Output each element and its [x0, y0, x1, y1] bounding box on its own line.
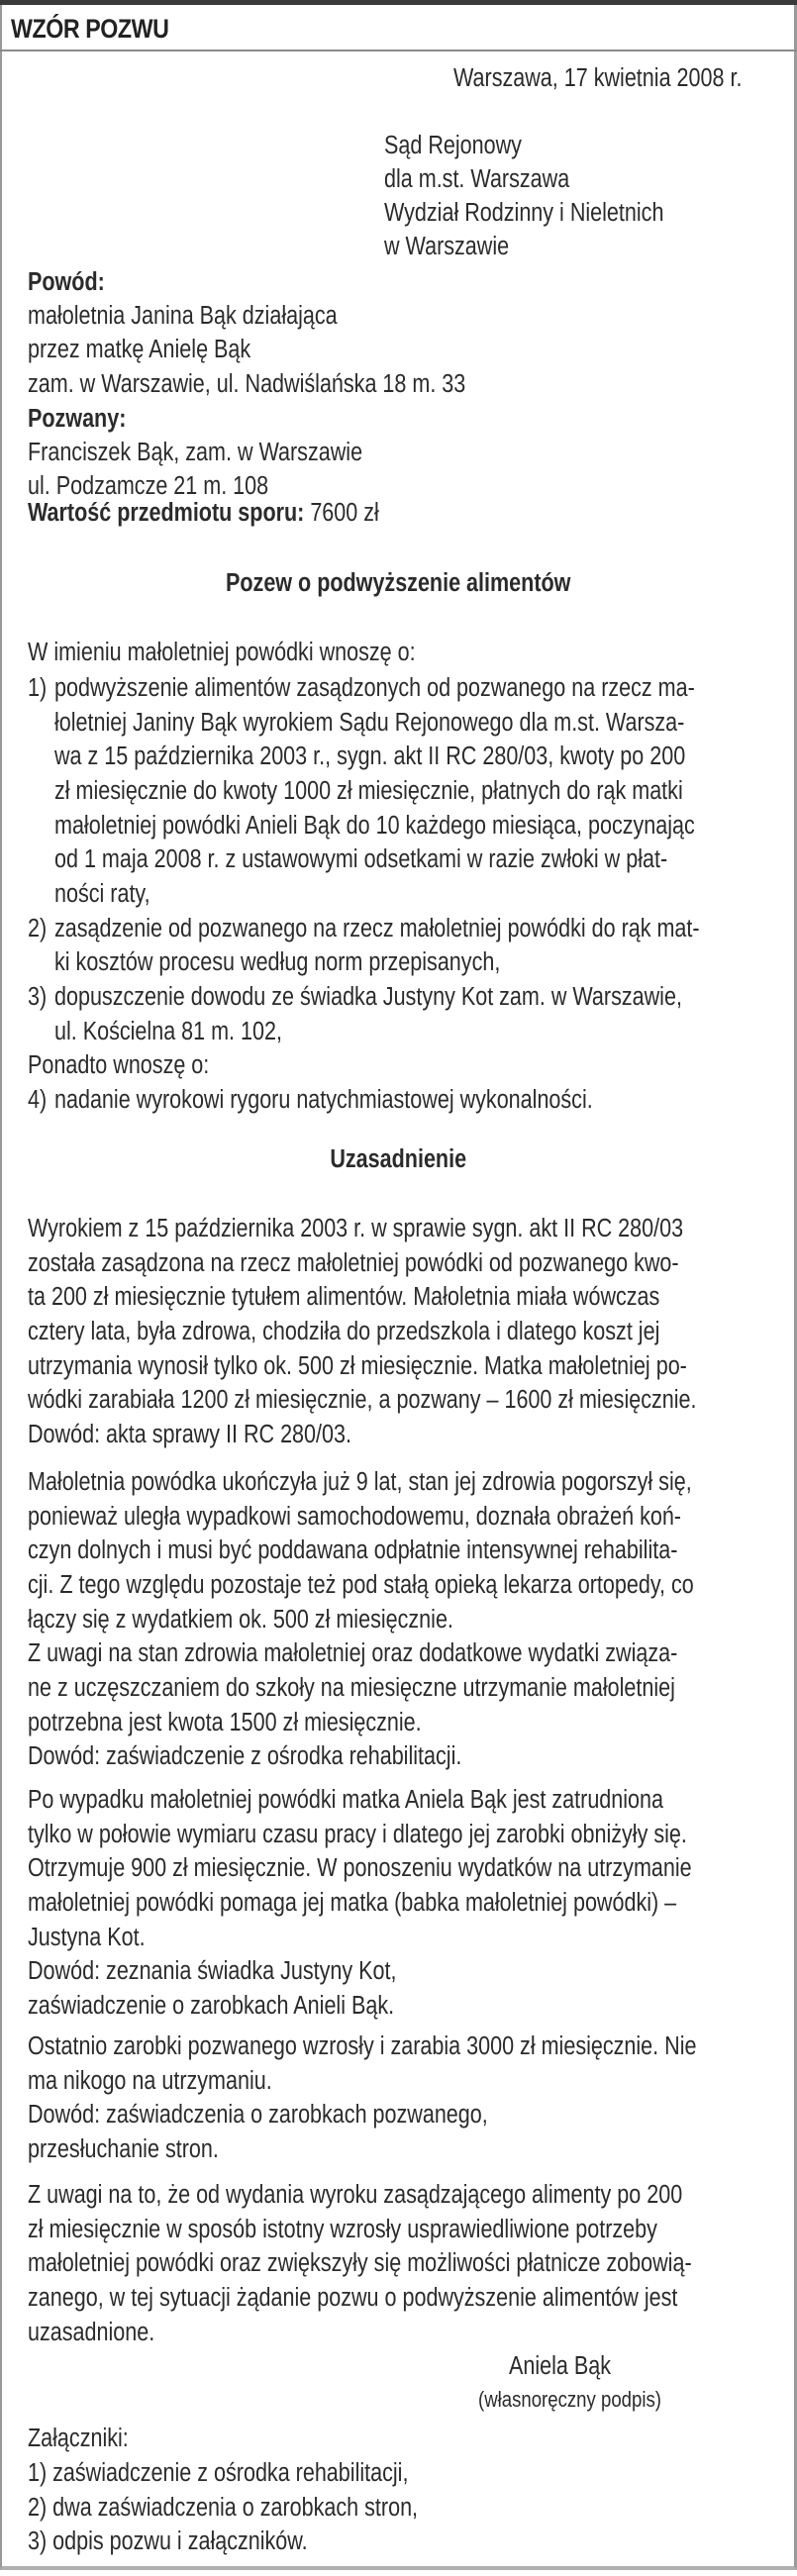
- dispute-value: [28, 498, 379, 528]
- justification-line: wódki zarabiała 1200 zł miesięcznie, a pozwany – 1600 zł miesięcznie.: [28, 1386, 697, 1414]
- justification-line: łączy się z wydatkiem ok. 500 zł miesięcznie.: [28, 1606, 453, 1634]
- claim-item-line: zasądzenie od pozwanego na rzecz małoletniej powódki do rąk mat-: [54, 915, 700, 942]
- justification-line: ma nikogo na utrzymaniu.: [28, 2067, 272, 2095]
- attachment-item: 3) odpis pozwu i załączników.: [28, 2527, 308, 2555]
- header: [0, 5, 797, 51]
- justification-line: potrzebna jest kwota 1500 zł miesięcznie.: [28, 1709, 422, 1736]
- justification-line: ne z uczęszczaniem do szkoły na miesięczne utrzymanie małoletniej: [28, 1674, 675, 1702]
- justification-line: Wyrokiem z 15 października 2003 r. w sprawie sygn. akt II RC 280/03: [28, 1215, 684, 1242]
- justification-line: Dowód: zaświadczenie z ośrodka rehabilitacji.: [28, 1742, 462, 1770]
- justification-line: zanego, w tej sytuacji żądanie pozwu o podwyższenie alimentów jest: [28, 2284, 678, 2312]
- attachment-item: 1) zaświadczenie z ośrodka rehabilitacji,: [28, 2459, 409, 2487]
- claim-title: Pozew o podwyższenie alimentów: [226, 569, 571, 597]
- court-line: w Warszawie: [384, 233, 510, 260]
- justification-line: utrzymania wynosił tylko ok. 500 zł miesięcznie. Matka małoletniej po-: [28, 1352, 687, 1380]
- justification-line: uzasadnione.: [28, 2319, 155, 2346]
- claim-item-line: ności raty,: [54, 880, 150, 908]
- justification-line: czyn dolnych i musi być poddawana odpłatnie intensywnej rehabilita-: [28, 1536, 678, 1564]
- claims-intro: W imieniu małoletniej powódki wnoszę o:: [28, 639, 416, 666]
- claim-item-line: wa z 15 października 2003 r., sygn. akt II RC 280/03, kwoty po 200: [54, 743, 686, 770]
- justification-line: Ostatnio zarobki pozwanego wzrosły i zarabia 3000 zł miesięcznie. Nie: [28, 2032, 697, 2060]
- justification-line: małoletniej powódki oraz zwiększyły się możliwości płatnicze zobowią-: [28, 2249, 692, 2277]
- claim-item-number: 1): [28, 674, 48, 702]
- attachments-label: Załączniki:: [28, 2425, 129, 2452]
- dispute-value-label: Wartość przedmiotu sporu:: [28, 499, 305, 527]
- dispute-value-amount: 7600 zł: [304, 499, 379, 527]
- justification-line: Z uwagi na stan zdrowia małoletniej oraz dodatkowe wydatki związa-: [28, 1639, 678, 1667]
- justification-line: przesłuchanie stron.: [28, 2135, 219, 2163]
- justification-line: Dowód: zeznania świadka Justyny Kot,: [28, 1957, 397, 1985]
- claim-item-line: dopuszczenie dowodu ze świadka Justyny Kot zam. w Warszawie,: [54, 983, 682, 1011]
- defendant-line: ul. Podzamcze 21 m. 108: [28, 472, 269, 500]
- justification-line: Dowód: akta sprawy II RC 280/03.: [28, 1421, 351, 1448]
- claim-item-line: od 1 maja 2008 r. z ustawowymi odsetkami w razie zwłoki w płat-: [54, 845, 668, 873]
- claim-item-line: zł miesięcznie do kwoty 1000 zł miesięcznie, płatnych do rąk matki: [54, 777, 683, 805]
- signature-name: Aniela Bąk: [509, 2352, 612, 2380]
- claim-item-number: 4): [28, 1086, 48, 1114]
- court-line: Wydział Rodzinny i Nieletnich: [384, 199, 664, 227]
- plaintiff-line: przez matkę Anielę Bąk: [28, 336, 251, 363]
- justification-line: cji. Z tego względu pozostaje też pod stałą opieką lekarza ortopedy, co: [28, 1571, 694, 1599]
- justification-line: ponieważ uległa wypadkowi samochodowemu, doznała obrażeń koń-: [28, 1503, 681, 1531]
- justification-line: Justyna Kot.: [28, 1924, 146, 1951]
- signature-note: (własnoręczny podpis): [478, 2387, 661, 2412]
- claim-item-line: nadanie wyrokowi rygoru natychmiastowej wykonalności.: [54, 1086, 593, 1114]
- justification-line: Po wypadku małoletniej powódki matka Aniela Bąk jest zatrudniona: [28, 1786, 664, 1814]
- justification-line: Otrzymuje 900 zł miesięcznie. W ponoszeniu wydatków na utrzymanie: [28, 1854, 692, 1882]
- justification-line: ta 200 zł miesięcznie tytułem alimentów. Małoletnia miała wówczas: [28, 1283, 660, 1311]
- justification-line: została zasądzona na rzecz małoletniej powódki od pozwanego kwo-: [28, 1249, 679, 1277]
- defendant-line: Franciszek Bąk, zam. w Warszawie: [28, 439, 363, 466]
- claims-further: Ponadto wnoszę o:: [28, 1051, 210, 1079]
- date-line: Warszawa, 17 kwietnia 2008 r.: [453, 64, 743, 92]
- court-line: dla m.st. Warszawa: [384, 165, 570, 193]
- claim-item-number: 2): [28, 915, 48, 942]
- page-title: WZÓR POZWU: [11, 14, 169, 44]
- claim-item-line: małoletniej powódki Anieli Bąk do 10 każdego miesiąca, poczynając: [54, 812, 695, 840]
- claim-item-line: ki kosztów procesu według norm przepisanych,: [54, 948, 501, 976]
- claim-item-line: łoletniej Janiny Bąk wyrokiem Sądu Rejonowego dla m.st. Warsza-: [54, 709, 685, 737]
- justification-line: małoletniej powódki pomaga jej matka (babka małoletniej powódki) –: [28, 1889, 677, 1917]
- justification-line: Z uwagi na to, że od wydania wyroku zasądzającego alimenty po 200: [28, 2181, 683, 2209]
- attachment-item: 2) dwa zaświadczenia o zarobkach stron,: [28, 2494, 419, 2522]
- plaintiff-line: małoletnia Janina Bąk działająca: [28, 302, 338, 330]
- plaintiff-label: Powód:: [28, 268, 105, 296]
- justification-line: cztery lata, była zdrowa, chodziła do przedszkola i dlatego koszt jej: [28, 1318, 660, 1345]
- claim-item-number: 3): [28, 983, 48, 1011]
- defendant-label: Pozwany:: [28, 405, 127, 433]
- claim-item-line: podwyższenie alimentów zasądzonych od pozwanego na rzecz ma-: [54, 674, 695, 702]
- court-line: Sąd Rejonowy: [384, 132, 522, 159]
- justification-title: Uzasadnienie: [330, 1145, 467, 1173]
- justification-line: zł miesięcznie w sposób istotny wzrosły usprawiedliwione potrzeby: [28, 2216, 657, 2243]
- justification-line: Małoletnia powódka ukończyła już 9 lat, stan jej zdrowia pogorszył się,: [28, 1468, 692, 1496]
- justification-line: zaświadczenie o zarobkach Anieli Bąk.: [28, 1992, 395, 2020]
- justification-line: Dowód: zaświadczenia o zarobkach pozwanego,: [28, 2101, 488, 2129]
- justification-line: tylko w połowie wymiaru czasu pracy i dlatego jej zarobki obniżyły się.: [28, 1821, 687, 1848]
- claim-item-line: ul. Kościelna 81 m. 102,: [54, 1018, 282, 1045]
- plaintiff-line: zam. w Warszawie, ul. Nadwiślańska 18 m. 33: [28, 370, 466, 398]
